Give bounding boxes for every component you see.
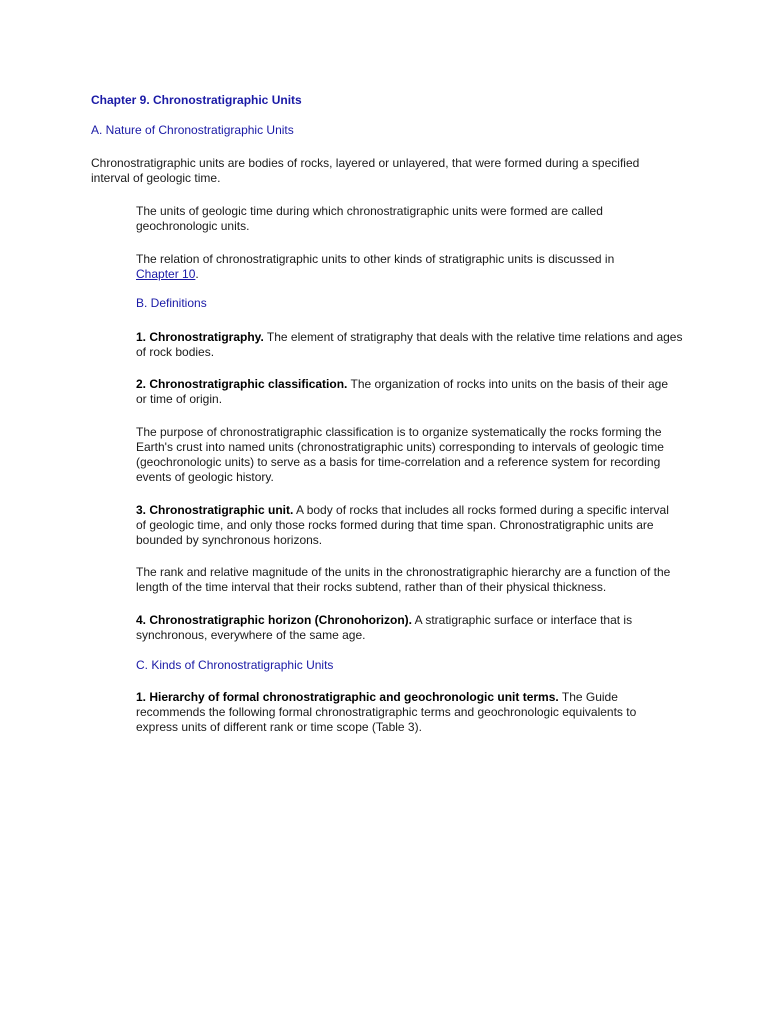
- section-a-intro: Chronostratigraphic units are bodies of rocks, layered or unlayered, that were formed during a specified interval of geologic time.: [91, 156, 640, 185]
- rank-paragraph: The rank and relative magnitude of the units in the chronostratigraphic hierarchy are a function of the length of the time interval that their rocks subtend, rather than of their physical thickness.: [136, 565, 671, 594]
- relation-paragraph: [136, 252, 656, 282]
- definition-classification: [136, 377, 676, 407]
- section-c-heading: C. Kinds of Chronostratigraphic Units: [136, 658, 334, 672]
- section-a-heading: A. Nature of Chronostratigraphic Units: [91, 123, 294, 137]
- definition-term: 1. Hierarchy of formal chronostratigraphic and geochronologic unit terms.: [136, 690, 559, 704]
- section-b-heading: B. Definitions: [136, 296, 207, 310]
- geochronologic-units-paragraph: The units of geologic time during which chronostratigraphic units were formed are called geochronologic units.: [136, 204, 603, 233]
- definition-text: The organization of rocks into units on the basis of their age or time of origin.: [136, 377, 669, 406]
- definition-term: 2. Chronostratigraphic classification.: [136, 377, 348, 391]
- definition-text: The element of stratigraphy that deals with the relative time relations and ages of rock bodies.: [136, 330, 683, 359]
- definition-term: 4. Chronostratigraphic horizon (Chronohorizon).: [136, 613, 412, 627]
- definition-text: The Guide recommends the following formal chronostratigraphic terms and geochronologic equivalents to express units of different rank or time scope (Table 3).: [136, 690, 637, 734]
- definition-term: 3. Chronostratigraphic unit.: [136, 503, 294, 517]
- definition-chronostratigraphy: [136, 330, 692, 360]
- definition-term: 1. Chronostratigraphy.: [136, 330, 264, 344]
- definition-unit: [136, 503, 676, 548]
- hierarchy-item: [136, 690, 666, 735]
- relation-text: The relation of chronostratigraphic units to other kinds of stratigraphic units is discussed in: [136, 252, 615, 266]
- definition-text: A body of rocks that includes all rocks formed during a specific interval of geologic time, and only those rocks formed during that time span. Chronostratigraphic units are bounded by synchronous horizons.: [136, 503, 669, 547]
- chapter-title: Chapter 9. Chronostratigraphic Units: [91, 93, 302, 107]
- purpose-paragraph: The purpose of chronostratigraphic classification is to organize systematically the rocks forming the Earth's crust into named units (chronostratigraphic units) corresponding to intervals of geologic time (geochronologic units) to serve as a basis for time-correlation and a reference system for recording events of geologic history.: [136, 425, 664, 484]
- chapter-10-link[interactable]: Chapter 10: [136, 267, 196, 281]
- relation-period: .: [195, 267, 199, 281]
- definition-horizon: [136, 613, 666, 643]
- definition-text: A stratigraphic surface or interface that is synchronous, everywhere of the same age.: [136, 613, 633, 642]
